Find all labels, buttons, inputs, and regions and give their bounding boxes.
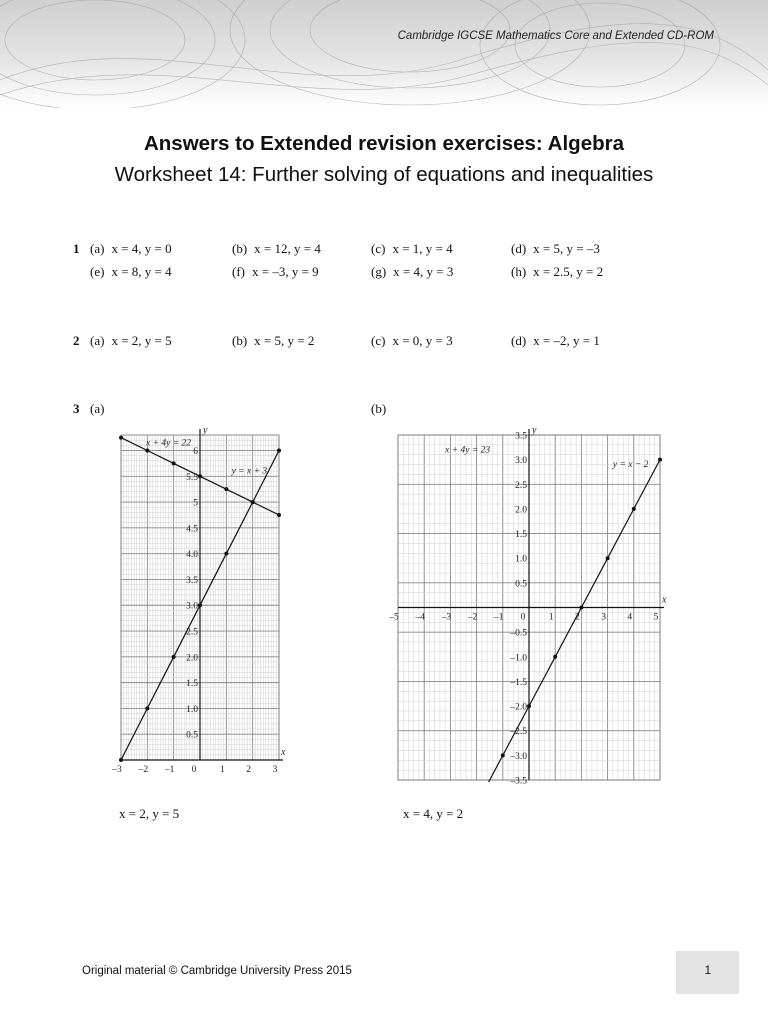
chart2-x-tick-label: 2 — [575, 612, 580, 623]
chart2-y-tick-label: –3.5 — [510, 776, 527, 787]
chart1-data-point — [251, 500, 255, 504]
chart2-x-tick-label: –2 — [467, 612, 478, 623]
chart2-x-tick-label: –5 — [389, 612, 399, 623]
part-label: (b) — [371, 401, 387, 416]
chart2-y-tick-label: 1.0 — [515, 554, 527, 565]
chart2-x-tick-label: 5 — [653, 612, 659, 623]
chart2-x-tick-label: 4 — [627, 612, 633, 623]
solution-3b: x = 4, y = 2 — [403, 806, 464, 821]
chart1-y-tick-label: 2.0 — [186, 653, 198, 664]
chart2-y-tick-label: 1.5 — [515, 530, 527, 541]
chart1-y-tick-label: 5 — [193, 498, 198, 509]
chart1-data-point — [119, 758, 123, 762]
answer-item: (e) x = 8, y = 4 — [90, 264, 172, 279]
page-subtitle: Worksheet 14: Further solving of equations and inequalities — [114, 163, 654, 186]
chart2-y-tick-label: 3.5 — [515, 431, 527, 442]
chart1-data-point — [277, 513, 281, 517]
chart2-x-tick-label: –1 — [494, 612, 504, 623]
chart1-data-point — [172, 461, 176, 465]
question-number: 1 — [73, 241, 80, 256]
chart2-x-tick-label: 0 — [520, 612, 526, 623]
chart1-series-label: y = x + 3 — [231, 466, 268, 477]
chart1-data-point — [224, 487, 228, 491]
chart2-x-tick-label: 1 — [548, 612, 554, 623]
answer-item: (b) x = 5, y = 2 — [232, 333, 315, 348]
page-number-box — [676, 951, 739, 994]
chart2-data-point — [632, 507, 636, 511]
question-number: 2 — [73, 333, 80, 348]
chart1-y-tick-label: 3.0 — [186, 601, 198, 612]
chart1-y-tick-label: 2.5 — [186, 627, 198, 638]
chart2-series-label: x + 4y = 23 — [445, 445, 491, 456]
chart1-y-axis-label: y — [203, 425, 208, 436]
chart2-y-tick-label: –0.5 — [510, 628, 527, 639]
chart1-data-point — [224, 552, 228, 556]
page-title: Answers to Extended revision exercises: Algebra — [143, 132, 625, 155]
chart1-series-label: x + 4y = 22 — [146, 438, 192, 449]
chart2-x-axis-label: x — [662, 594, 667, 606]
chart2-y-axis-label: y — [532, 425, 537, 436]
chart1-data-point — [119, 436, 123, 440]
chart2-data-point — [579, 606, 583, 610]
chart1-y-tick-label: 5.5 — [186, 472, 198, 483]
chart2-y-tick-label: 2.0 — [515, 505, 527, 516]
answer-item: (a) x = 4, y = 0 — [90, 241, 172, 256]
chart1-x-tick-label: –2 — [138, 765, 149, 775]
chart1-data-point — [145, 706, 149, 710]
chart1-y-tick-label: 0.5 — [186, 730, 198, 741]
chart1-x-axis-label: x — [281, 747, 286, 758]
chart2-x-tick-label: 3 — [601, 612, 606, 623]
chart1-y-tick-label: 4.5 — [186, 524, 198, 535]
answer-item: (c) x = 1, y = 4 — [371, 241, 453, 256]
chart2-data-point — [658, 458, 662, 462]
chart1-data-point — [277, 448, 281, 452]
chart1-y-tick-label: 3.5 — [186, 575, 198, 586]
chart1-y-tick-label: 4.0 — [186, 550, 198, 561]
chart1-x-tick-label: 2 — [246, 765, 252, 775]
chart2-data-point — [553, 655, 557, 659]
chart2-series-label: y = x − 2 — [612, 460, 649, 471]
chart2-x-tick-label: –3 — [441, 612, 452, 623]
chart2-y-tick-label: –3.0 — [510, 751, 527, 762]
chart2-y-tick-label: –2.5 — [510, 727, 527, 738]
page-number: 1 — [704, 965, 711, 977]
chart2-series-line — [487, 304, 660, 385]
chart2-x-tick-label: –4 — [415, 612, 425, 623]
chart2-data-point — [501, 753, 505, 757]
chart1-data-point — [145, 448, 149, 452]
chart2-data-point — [606, 556, 610, 560]
question-number: 3 — [73, 401, 80, 416]
chart2-y-tick-label: 0.5 — [515, 579, 527, 590]
answer-item: (d) x = –2, y = 1 — [511, 333, 600, 348]
answer-item: (d) x = 5, y = –3 — [511, 241, 600, 256]
answer-item: (g) x = 4, y = 3 — [371, 264, 454, 279]
answer-item: (b) x = 12, y = 4 — [232, 241, 321, 256]
chart2-data-point — [527, 704, 531, 708]
chart1-data-point — [172, 655, 176, 659]
chart2-y-tick-label: –1.5 — [510, 677, 527, 688]
answer-item: (h) x = 2.5, y = 2 — [511, 264, 604, 279]
chart2-y-tick-label: 3.0 — [515, 456, 527, 467]
answer-item: (f) x = –3, y = 9 — [232, 264, 319, 279]
cdrom-title: Cambridge IGCSE Mathematics Core and Extended CD-ROM — [397, 30, 714, 42]
chart1-x-tick-label: 0 — [191, 765, 197, 775]
chart1-y-tick-label: 1.5 — [186, 679, 198, 690]
chart2-y-tick-label: –2.0 — [510, 702, 527, 713]
chart1-x-tick-label: –3 — [112, 765, 122, 775]
chart1-x-tick-label: 3 — [272, 765, 278, 775]
chart1-data-point — [198, 603, 202, 607]
answer-item: (a) x = 2, y = 5 — [90, 333, 172, 348]
chart2-y-tick-label: 2.5 — [515, 480, 527, 491]
chart1-y-tick-label: 6 — [193, 446, 198, 457]
chart1-x-tick-label: 1 — [219, 765, 225, 775]
chart1-x-tick-label: –1 — [164, 765, 175, 775]
part-label: (a) — [90, 401, 105, 416]
chart1-y-tick-label: 1.0 — [186, 704, 198, 715]
answer-item: (c) x = 0, y = 3 — [371, 333, 453, 348]
solution-3a: x = 2, y = 5 — [119, 806, 180, 821]
footer-copyright: Original material © Cambridge University Press 2015 — [82, 965, 352, 977]
chart2-y-tick-label: –1.0 — [510, 653, 527, 664]
chart1-data-point — [198, 474, 202, 478]
